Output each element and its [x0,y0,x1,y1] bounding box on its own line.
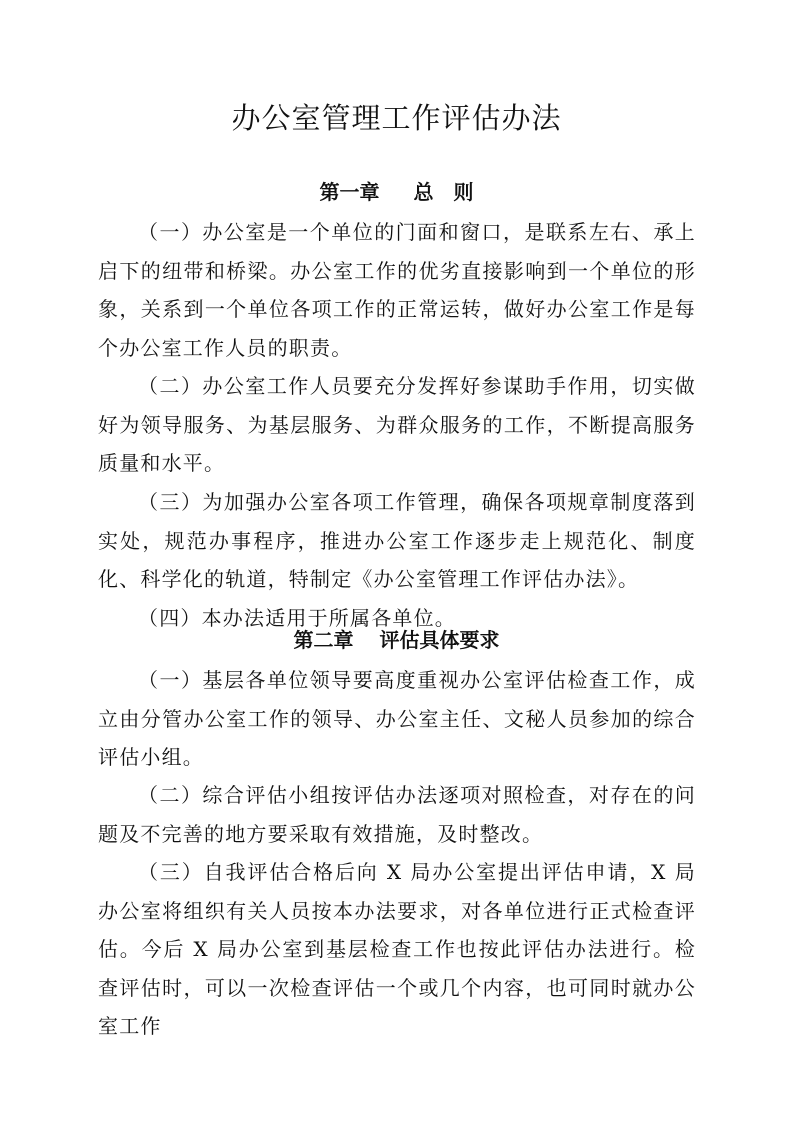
chapter-2-paragraph-2: （二）综合评估小组按评估办法逐项对照检查，对存在的问题及不完善的地方要采取有效措施，及时整改。 [98,783,696,846]
document-title: 办公室管理工作评估办法 [231,101,562,135]
chapter-2-title: 评估具体要求 [379,628,500,652]
chapter-1-heading [0,178,793,206]
chapter-1-number: 第一章 [319,180,380,204]
chapter-2-number: 第二章 [293,628,354,652]
chapter-2-heading [0,626,793,654]
chapter-1-title-part-2: 则 [453,180,474,204]
chapter-1-title-part-1: 总 [413,180,434,204]
chapter-2-paragraph-1: （一）基层各单位领导要高度重视办公室评估检查工作，成立由分管办公室工作的领导、办公室主任、文秘人员参加的综合评估小组。 [98,668,696,769]
chapter-1-paragraph-3: （三）为加强办公室各项工作管理，确保各项规章制度落到实处，规范办事程序，推进办公室工作逐步走上规范化、制度化、科学化的轨道，特制定《办公室管理工作评估办法》。 [98,490,696,591]
chapter-1-paragraph-1: （一）办公室是一个单位的门面和窗口，是联系左右、承上启下的纽带和桥梁。办公室工作的优劣直接影响到一个单位的形象，关系到一个单位各项工作的正常运转，做好办公室工作是每个办公室工作人员的职责。 [98,220,696,360]
chapter-1-paragraph-2: （二）办公室工作人员要充分发挥好参谋助手作用，切实做好为领导服务、为基层服务、为群众服务的工作，不断提高服务质量和水平。 [98,374,696,475]
chapter-1-paragraph-4: （四）本办法适用于所属各单位。 [138,606,456,630]
chapter-2-paragraph-3: （三）自我评估合格后向 X 局办公室提出评估申请，X 局办公室将组织有关人员按本办法要求，对各单位进行正式检查评估。今后 X 局办公室到基层检查工作也按此评估办法进行。检查评估时，可以一次检查评估一个或几个内容，也可同时就办公室工作 [98,860,696,1038]
